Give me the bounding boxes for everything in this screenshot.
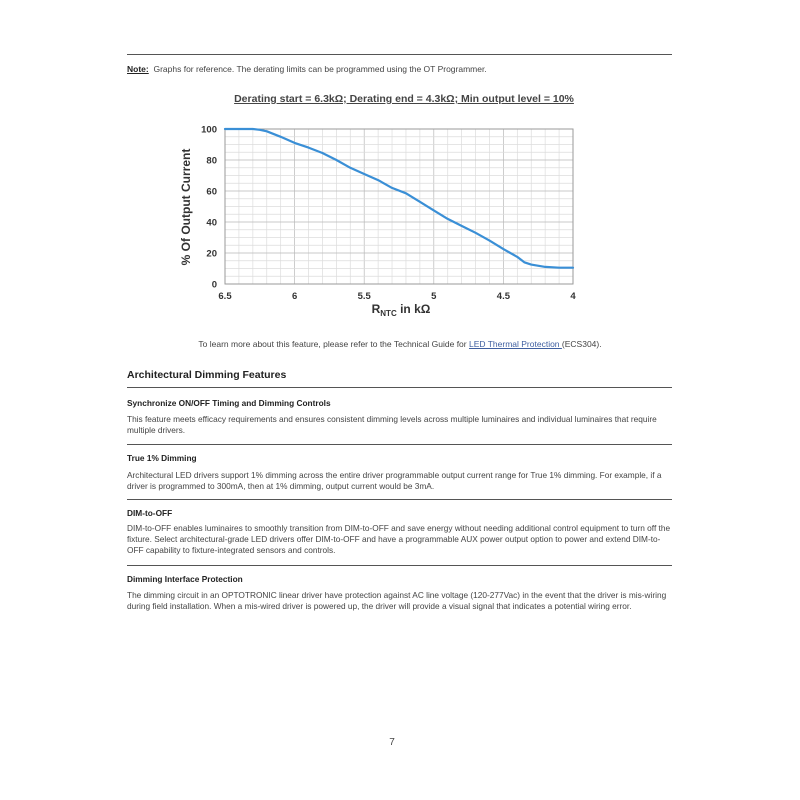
note bbox=[127, 64, 487, 74]
feature-heading-dim-to-off: DIM-to-OFF bbox=[127, 508, 173, 518]
y-axis-label: % Of Output Current bbox=[179, 148, 193, 266]
x-tick-label: 6 bbox=[291, 291, 298, 302]
x-tick-label: 4 bbox=[570, 291, 576, 302]
note-text: Graphs for reference. The derating limits can be programmed using the OT Programmer. bbox=[153, 64, 487, 74]
feature-body-interface-protection: The dimming circuit in an OPTOTRONIC linear driver have protection against AC line voltage (120-277Vac) in the event that the driver is mis-wiring during field installation. When a mis-wired driver is powered up, the driver will provide a visual signal that indicates a potential wiring error. bbox=[127, 590, 667, 611]
section-title: Architectural Dimming Features bbox=[127, 369, 287, 381]
x-axis-label bbox=[372, 302, 431, 318]
x-axis-label-tail: in kΩ bbox=[396, 302, 431, 316]
derating-chart bbox=[170, 115, 610, 320]
feature-body-true-1-percent: Architectural LED drivers support 1% dimming across the entire driver programmable output current range for True 1% dimming. For example, if a driver is programmed to 300mA, then at 1% dimming, output current would be 3mA. bbox=[127, 470, 662, 491]
x-axis-label-main: R bbox=[371, 302, 381, 316]
feature-body-dim-to-off: DIM-to-OFF enables luminaires to smoothly transition from DIM-to-OFF and save energy without needing additional control equipment to turn off the fixture. Select architectural-grade LED drivers offer DIM-to-OFF and have a programmable AUX power output option to power and extend DIM-to-OFF capability to fixture-integrated sensors and controls. bbox=[127, 523, 671, 555]
page-number: 7 bbox=[389, 737, 395, 748]
learn-more bbox=[0, 339, 800, 349]
x-tick-label: 4.5 bbox=[496, 291, 511, 302]
feature-heading-sync: Synchronize ON/OFF Timing and Dimming Controls bbox=[127, 398, 331, 408]
y-tick-label: 60 bbox=[206, 186, 217, 198]
x-tick-labels bbox=[218, 291, 576, 302]
feature-heading-interface-protection: Dimming Interface Protection bbox=[127, 574, 243, 584]
x-tick-label: 6.5 bbox=[218, 291, 232, 302]
chart-title: Derating start = 6.3kΩ; Derating end = 4.3kΩ; Min output level = 10% bbox=[234, 93, 574, 105]
note-label: Note: bbox=[127, 64, 149, 74]
top-rule bbox=[127, 54, 672, 55]
y-tick-label: 100 bbox=[201, 124, 217, 136]
x-tick-label: 5.5 bbox=[357, 291, 371, 302]
feature-body-sync: This feature meets efficacy requirements and ensures consistent dimming levels across multiple luminaires and individual luminaires that require multiple drivers. bbox=[127, 414, 657, 435]
feature-divider bbox=[127, 499, 672, 500]
x-tick-label: 5 bbox=[431, 291, 437, 302]
series-line-output-current bbox=[225, 129, 573, 268]
feature-heading-true-1-percent: True 1% Dimming bbox=[127, 453, 197, 463]
y-tick-label: 20 bbox=[206, 248, 217, 260]
feature-divider bbox=[127, 565, 672, 566]
led-thermal-protection-link[interactable]: LED Thermal Protection bbox=[468, 339, 562, 349]
y-tick-labels bbox=[201, 125, 217, 291]
y-tick-label: 40 bbox=[206, 217, 217, 229]
y-tick-label: 0 bbox=[211, 279, 217, 291]
y-tick-label: 80 bbox=[206, 155, 217, 167]
learn-more-suffix: (ECS304). bbox=[561, 339, 602, 349]
section-rule bbox=[127, 387, 672, 388]
x-axis-label-sub: NTC bbox=[380, 309, 397, 318]
learn-more-prefix: To learn more about this feature, please refer to the Technical Guide for bbox=[198, 339, 469, 349]
feature-divider bbox=[127, 444, 672, 445]
